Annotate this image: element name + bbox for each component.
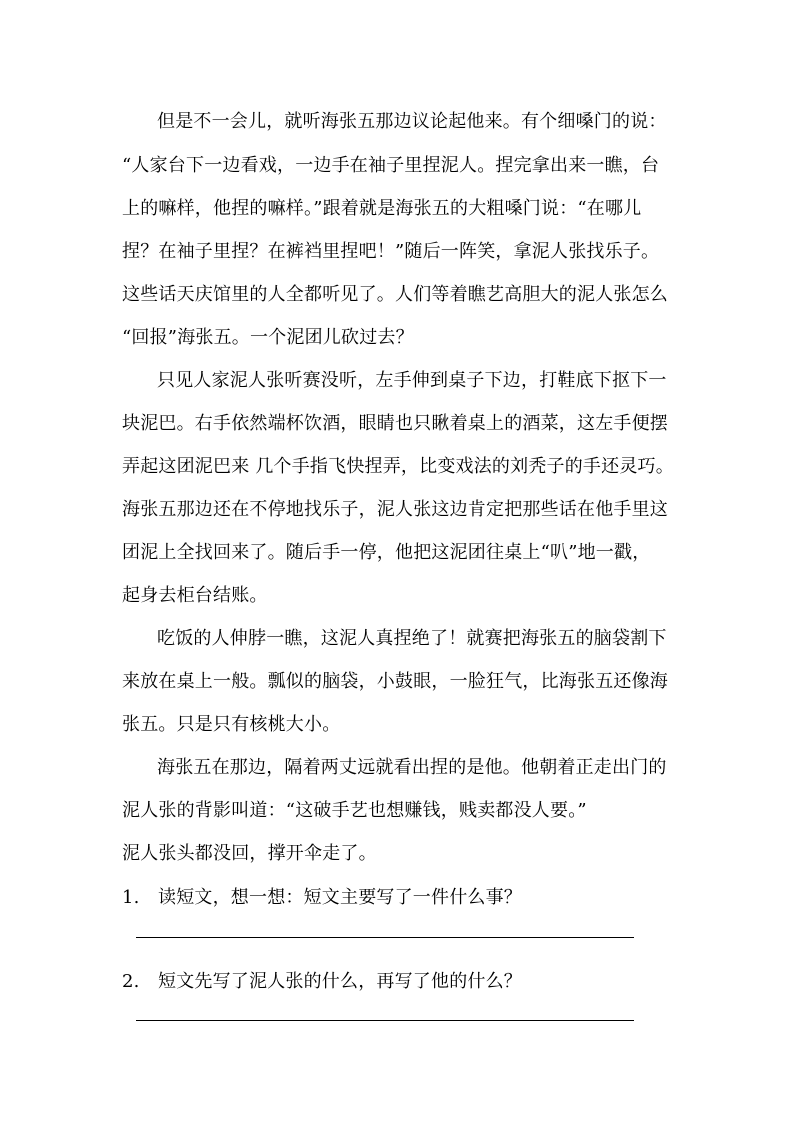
question-2-answer-line[interactable]	[136, 1020, 634, 1021]
paragraph-3-line-2: 来放在桌上一般。瓢似的脑袋，小鼓眼，一脸狂气，比海张五还像海	[122, 671, 668, 692]
paragraph-1-line-5: 这些话天庆馆里的人全都听见了。人们等着瞧艺高胆大的泥人张怎么	[122, 284, 668, 305]
paragraph-2-line-1: 只见人家泥人张听赛没听，左手伸到桌子下边，打鞋底下抠下一	[157, 370, 667, 391]
paragraph-2-line-6: 起身去柜台结账。	[122, 585, 268, 606]
paragraph-4-line-1: 海张五在那边，隔着两丈远就看出捏的是他。他朝着正走出门的	[157, 757, 667, 778]
question-1-text: 读短文，想一想：短文主要写了一件什么事？	[158, 887, 522, 908]
paragraph-4-line-2: 泥人张的背影叫道：“这破手艺也想赚钱，贱卖都没人要。”	[122, 800, 587, 821]
question-2-text: 短文先写了泥人张的什么，再写了他的什么？	[158, 971, 522, 992]
paragraph-3-line-1: 吃饭的人伸脖一瞧，这泥人真捏绝了！就赛把海张五的脑袋割下	[157, 628, 667, 649]
paragraph-2-line-3: 弄起这团泥巴来 几个手指飞快捏弄，比变戏法的刘秃子的手还灵巧。	[122, 456, 674, 477]
paragraph-2-line-2: 块泥巴。右手依然端杯饮酒，眼睛也只瞅着桌上的酒菜，这左手便摆	[122, 413, 668, 434]
paragraph-3-line-3: 张五。只是只有核桃大小。	[122, 714, 341, 735]
paragraph-1-line-6: “回报”海张五。一个泥团儿砍过去？	[122, 327, 414, 348]
paragraph-4-line-3: 泥人张头都没回，撑开伞走了。	[122, 843, 377, 864]
paragraph-1-line-3: 上的嘛样，他捏的嘛样。”跟着就是海张五的大粗嗓门说：“在哪儿	[122, 198, 642, 219]
paragraph-1-line-1: 但是不一会儿，就听海张五那边议论起他来。有个细嗓门的说：	[157, 111, 667, 132]
paragraph-1-line-4: 捏？在袖子里捏？在裤裆里捏吧！”随后一阵笑，拿泥人张找乐子。	[122, 241, 660, 262]
question-1-answer-line[interactable]	[136, 937, 634, 938]
paragraph-2-line-5: 团泥上全找回来了。随后手一停，他把这泥团往桌上“叭”地一戳，	[122, 542, 651, 563]
question-2-number: 2.	[122, 971, 140, 992]
question-1-number: 1.	[122, 887, 140, 908]
paragraph-2-line-4: 海张五那边还在不停地找乐子，泥人张这边肯定把那些话在他手里这	[122, 499, 668, 520]
paragraph-1-line-2: “人家台下一边看戏，一边手在袖子里捏泥人。捏完拿出来一瞧，台	[122, 155, 660, 176]
